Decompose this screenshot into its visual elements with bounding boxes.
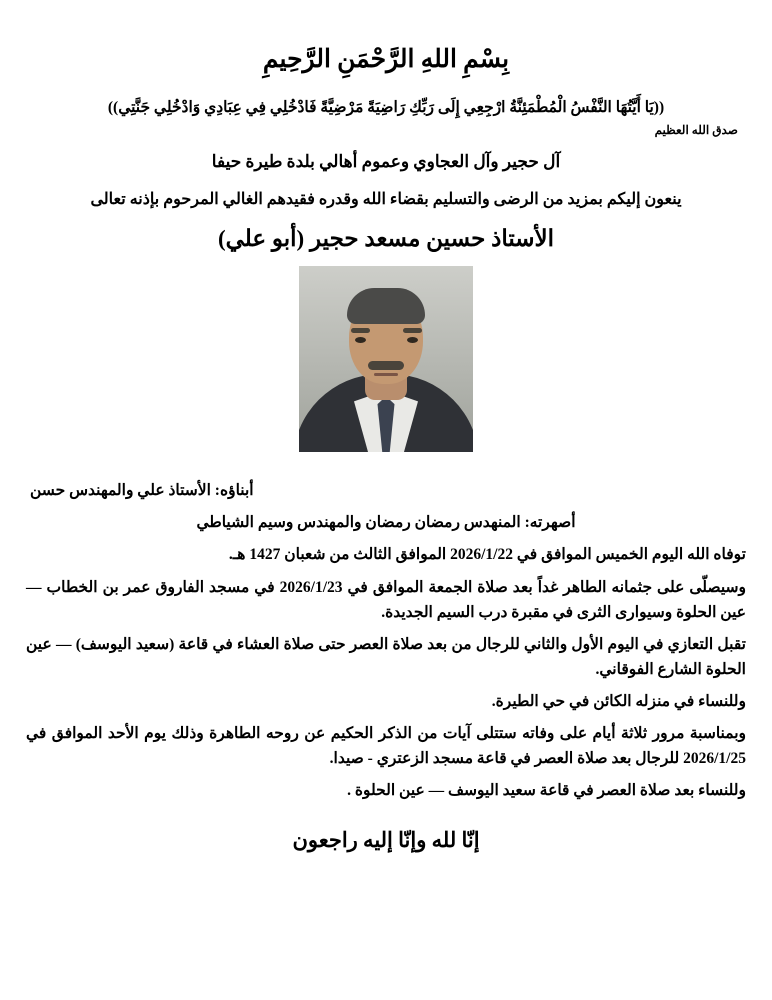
bottom-spacer (26, 853, 746, 990)
memorial-women-line: وللنساء بعد صلاة العصر في قاعة سعيد اليوسف — عين الحلوة . (347, 782, 746, 800)
portrait-eyebrow-right (403, 328, 422, 333)
obituary-body (26, 478, 746, 810)
sons-line: أبناؤه: الأستاذ علي والمهندس حسن (30, 482, 254, 500)
portrait-eyebrow-left (351, 328, 370, 333)
basmala-heading: بِسْمِ اللهِ الرَّحْمَنِ الرَّحِيمِ (262, 46, 510, 73)
quran-verse: ((يَا أَيَّتُهَا النَّفْسُ الْمُطْمَئِنَّةُ ارْجِعِي إِلَى رَبِّكِ رَاضِيَةً مَرْضِيَّةً فَادْخُلِي فِي عِبَادِي وَادْخُلِي جَنَّتِي)) (107, 99, 665, 116)
memorial-line: وبمناسبة مرور ثلاثة أيام على وفاته ستتلى آيات من الذكر الحكيم عن روحه الطاهرة وذلك يوم الأحد الموافق في 2026/1/25 للرجال بعد صلاة العصر في قاعة مسجد الزعتري - صيدا. (26, 725, 746, 768)
condolences-women-line: وللنساء في منزله الكائن في حي الطيرة. (491, 693, 746, 711)
portrait-mouth (374, 373, 398, 376)
funeral-prayer-line: وسيصلّى على جثمانه الطاهر غداً بعد صلاة الجمعة الموافق في 2026/1/23 في مسجد الفاروق عمر بن الخطاب — عين الحلوة وسيوارى الثرى في مقبرة درب السيم الجديدة. (26, 578, 746, 621)
deceased-portrait-photo (299, 266, 473, 452)
portrait-container (26, 266, 746, 452)
in-laws-line: أصهرته: المنهدس رمضان رمضان والمهندس وسيم الشياطي (196, 514, 576, 532)
families-line: آل حجير وآل العجاوي وعموم أهالي بلدة طيرة حيفا (211, 152, 561, 172)
condolences-men-line: تقبل التعازي في اليوم الأول والثاني للرجال من بعد صلاة العصر حتى صلاة العشاء في قاعة (سعيد اليوسف) — عين الحلوة الشارع الفوقاني. (26, 635, 746, 678)
portrait-hair (347, 288, 425, 324)
portrait-mustache (368, 361, 404, 370)
closing-line: إنّا لله وإنّا إليه راجعون (292, 828, 480, 853)
announcement-line: ينعون إليكم بمزيد من الرضى والتسليم بقضاء الله وقدره فقيدهم الغالي المرحوم بإذنه تعالى (90, 191, 682, 209)
deceased-name: الأستاذ حسين مسعد حجير (أبو علي) (217, 226, 555, 252)
death-date-line: توفاه الله اليوم الخميس الموافق في 2026/1/22 الموافق الثالث من شعبان 1427 هـ. (228, 546, 746, 564)
sadaqa-line: صدق الله العظيم (654, 123, 738, 138)
